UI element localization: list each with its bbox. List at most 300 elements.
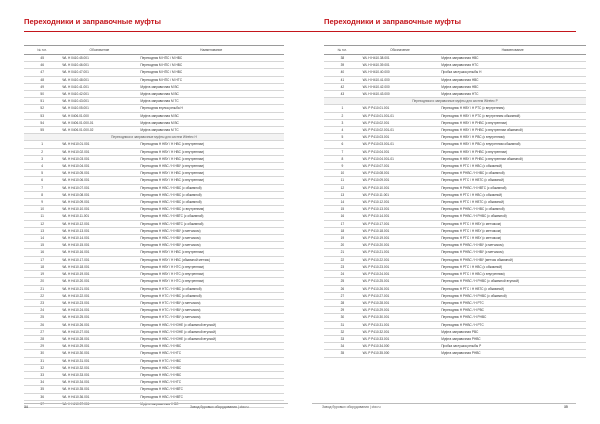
cell-number: 29 (324, 307, 361, 314)
table-row (24, 242, 284, 249)
cell-number: 17 (24, 256, 60, 263)
table-row (324, 328, 586, 335)
table-row (324, 321, 586, 328)
cell-number: 25 (324, 278, 361, 285)
section-row (24, 134, 284, 141)
cell-number: 19 (324, 235, 361, 242)
cell-code: WL H H410.34.001 (60, 379, 138, 386)
cell-name: Переходник Н НВС / Н НЗНЕ (с обжимной втулкой) (138, 335, 284, 342)
table-header-row (324, 46, 586, 55)
cell-name: Переходник Н НВУ / Н НТС (с внутренним) (138, 263, 284, 270)
cell-code: WL H 0410.48.001 (60, 76, 138, 83)
cell-name: Переходник Н НВУ / Н НТС (с внутренним) (138, 271, 284, 278)
table-row (24, 371, 284, 378)
cell-number: 22 (24, 292, 60, 299)
cell-code: WL H H410.43.000 (361, 91, 440, 98)
cell-code: WL P P410.31.001 (361, 321, 440, 328)
cell-name: Переходник Н НВС / Н НЗНЕ (с обжимной втулкой) (138, 321, 284, 328)
cell-number: 4 (324, 127, 361, 134)
cell-code: WL H H410.29.001 (60, 343, 138, 350)
table-row (24, 335, 284, 342)
cell-code: WL P P410.20.001 (361, 242, 440, 249)
table-row (324, 55, 586, 62)
cell-number: 33 (324, 335, 361, 342)
cell-code: WL H 0410.05.001 (60, 105, 138, 112)
cell-code: WL H H410.37.001 (60, 400, 138, 407)
cell-code: WL H H410.30.001 (60, 350, 138, 357)
table-row (324, 119, 586, 126)
cell-code: WL H H410.21.001 (60, 285, 138, 292)
cell-name: Переходник Н НВУ / Н РНВС (с внутренним обжимной) (439, 127, 586, 134)
cell-code: WL P P410.33.001 (361, 335, 440, 342)
cell-name: Переходник Н РНВС / Н РНВС (439, 314, 586, 321)
cell-number: 54 (24, 119, 60, 126)
cell-name: Муфта заправочная НТС (439, 91, 586, 98)
cell-number: 39 (324, 62, 361, 69)
table-row (324, 155, 586, 162)
table-row (24, 307, 284, 314)
cell-name: Переходник Н НВУ / Н НВС (с внутренним) (138, 249, 284, 256)
cell-number: 38 (324, 55, 361, 62)
cell-code: WL H H410.04.001 (60, 163, 138, 170)
cell-number: 24 (24, 307, 60, 314)
cell-name: Переходник Н НВУ / Н НВС (с внутренним) (138, 148, 284, 155)
cell-name: Переходник Н РНВС / Н РНВС (с обжимной) (439, 213, 586, 220)
cell-name: Муфта заправочная М ВС (138, 119, 284, 126)
cell-number: 45 (24, 55, 60, 62)
cell-name: Переходник Н НВС / Н НВУ (с метчиком) (138, 235, 284, 242)
table-body (24, 55, 284, 408)
cell-code: WL H H410.27.001 (60, 328, 138, 335)
table-row (324, 69, 586, 76)
cell-name: Переходник Н НТС / Н НВС (138, 357, 284, 364)
table-row (24, 83, 284, 90)
table-row (324, 263, 586, 270)
table-row (324, 350, 586, 357)
table-row (24, 263, 284, 270)
table-row (24, 199, 284, 206)
cell-number: 11 (324, 177, 361, 184)
table-row (324, 148, 586, 155)
cell-code: WL P P410.22.001 (361, 256, 440, 263)
cell-name: Переходник Н НВУ / Н НВС (с внутренним) (138, 141, 284, 148)
cell-name: Переходник Н НВУ / Н РНВС (с внутренним обжимной) (439, 155, 586, 162)
cell-name: Переходник Н НВУ / Н РНВС (с внутренним) (439, 119, 586, 126)
cell-code: WL H 0406.01.000-01 (60, 119, 138, 126)
table-row (324, 163, 586, 170)
table-row (24, 184, 284, 191)
cell-number: 32 (324, 328, 361, 335)
cell-number: 43 (324, 91, 361, 98)
table-row (24, 62, 284, 69)
cell-name: Пробка заглушка резьбы Р (439, 343, 586, 350)
cell-number: 8 (324, 155, 361, 162)
cell-code: WL H H410.03.001 (60, 155, 138, 162)
cell-number: 23 (324, 263, 361, 270)
table-row (24, 98, 284, 105)
cell-name: Муфта заправочная М ВС (138, 112, 284, 119)
cell-number: 7 (24, 184, 60, 191)
cell-code: WL H H410.38.001 (361, 55, 440, 62)
cell-code: WL P P410.30.001 (361, 314, 440, 321)
cell-code: WL P P410.04.001 (361, 148, 440, 155)
cell-number: 7 (324, 148, 361, 155)
cell-code: WL P P410.01.001 (361, 105, 440, 112)
table-row (324, 271, 586, 278)
cell-name: Переходник Н НВУ / Н НВС (с внутренним) (138, 177, 284, 184)
cell-number: 1 (324, 105, 361, 112)
cell-number: 26 (324, 285, 361, 292)
cell-name: Муфта заправочная НВС (439, 83, 586, 90)
cell-name: Переходник Н НВС / Н НЗНЕ (с обжимной втулкой) (138, 328, 284, 335)
cell-code: WL H H410.40.000 (361, 69, 440, 76)
cell-name: Переходник Н НВС / Н НТС (138, 379, 284, 386)
column-header-name: Наименование (138, 46, 284, 55)
cell-number: 35 (324, 350, 361, 357)
cell-number: 25 (24, 314, 60, 321)
cell-code: WL H 0410.47.001 (60, 69, 138, 76)
table-row (324, 227, 586, 234)
cell-number: 4 (24, 163, 60, 170)
table-row (24, 249, 284, 256)
cell-number: 30 (324, 314, 361, 321)
table-row (24, 141, 284, 148)
cell-code: WL P P410.26.001 (361, 285, 440, 292)
cell-number: 34 (24, 379, 60, 386)
cell-name: Переходник Н НВС / Н НВС (с обжимной) (138, 184, 284, 191)
table-row (324, 177, 586, 184)
page-number: 35 (564, 405, 568, 409)
cell-name: Переходник Н РТС / Н НВТС (с обжимной) (439, 285, 586, 292)
table-row (24, 328, 284, 335)
table-body (324, 55, 586, 358)
cell-code: WL H H410.06.001 (60, 177, 138, 184)
cell-code: WL H 0410.42.001 (60, 91, 138, 98)
cell-code: WL H H410.22.001 (60, 292, 138, 299)
table-row (324, 105, 586, 112)
table-row (24, 393, 284, 400)
table-row (324, 83, 586, 90)
table-row (24, 357, 284, 364)
column-header-name: Наименование (439, 46, 586, 55)
title-divider (300, 31, 576, 32)
table-row (324, 206, 586, 213)
table-row (324, 91, 586, 98)
cell-number: 15 (24, 242, 60, 249)
cell-number: 18 (24, 263, 60, 270)
cell-name: Переходник Н НВУ / Н НТС (с внутренним) (138, 278, 284, 285)
table-row (324, 220, 586, 227)
cell-number: 33 (24, 371, 60, 378)
cell-name: Переходник Н НВУ / Н РНВС (с внутренним) (439, 148, 586, 155)
cell-code: WL H H410.09.001 (60, 199, 138, 206)
table-row (24, 278, 284, 285)
cell-name: Переходник Н НВС / Н НВУ (с метчиком) (138, 242, 284, 249)
column-header-code: Обозначение (60, 46, 138, 55)
cell-code: WL H 0410.43.001 (60, 98, 138, 105)
cell-name: Переходник М НПС / М НВС (138, 55, 284, 62)
cell-name: Переходник Н РТС / Н НВУ (с метчиком) (439, 235, 586, 242)
cell-number: 13 (24, 227, 60, 234)
table-row (24, 299, 284, 306)
cell-code: WL P P410.24.001 (361, 271, 440, 278)
cell-name: Муфта заправочная М ТС (138, 98, 284, 105)
cell-name: Переходник Н НВС / Н НВТС (с обжимной) (138, 213, 284, 220)
cell-name: Переходник Н НВС / Н НВУ (с метчиком) (138, 227, 284, 234)
cell-name: Переходник М НПС / М НВС (138, 62, 284, 69)
cell-code: WL P P410.02.001-01 (361, 127, 440, 134)
cell-number: 10 (324, 170, 361, 177)
cell-name: Переходник Н РНВС / Н РТС (439, 299, 586, 306)
cell-code: WL H H410.13.001 (60, 227, 138, 234)
section-title: Переходники и заправочные муфты для систем Wiretec H (24, 134, 284, 141)
cell-name: Переходник Н НВУ / Н НВС (с внутренним) (138, 170, 284, 177)
cell-code: WL P P410.09.001 (361, 177, 440, 184)
cell-number: 18 (324, 227, 361, 234)
cell-name: Переходник Н РНВС / Н НВУ (метчик обжимной) (439, 256, 586, 263)
cell-code: WL H H410.25.001 (60, 314, 138, 321)
cell-code: WL H H410.14.001 (60, 235, 138, 242)
column-header-number: № п.п. (24, 46, 60, 55)
cell-number: 17 (324, 220, 361, 227)
cell-code: WL H H410.32.001 (60, 364, 138, 371)
table-header-row (24, 46, 284, 55)
table-row (24, 235, 284, 242)
table-row (24, 350, 284, 357)
table-row (24, 163, 284, 170)
cell-name: Переходник Н НВС / Н НВС (138, 371, 284, 378)
cell-name: Переходник Н РНВС / Н НВУ (с метчиком) (439, 249, 586, 256)
cell-number: 49 (24, 83, 60, 90)
cell-name: Переходник М НПС / М НВС (138, 69, 284, 76)
table-row (24, 386, 284, 393)
table-row (324, 170, 586, 177)
table-row (24, 256, 284, 263)
cell-code: WL P P410.32.001 (361, 328, 440, 335)
cell-code: WL H 0410.46.001 (60, 62, 138, 69)
cell-number: 51 (24, 98, 60, 105)
title-divider (24, 31, 300, 32)
cell-code: WL H H410.11.001 (60, 213, 138, 220)
cell-code: WL H 0410.41.001 (60, 83, 138, 90)
table-row (324, 235, 586, 242)
table-row (324, 278, 586, 285)
table-row (324, 127, 586, 134)
cell-number: 9 (24, 199, 60, 206)
cell-name: Переходник Н НВУ / Н РВС (с внутренним) (439, 134, 586, 141)
cell-name: Переходник Н НВС / Н НВТС (с обжимной) (138, 220, 284, 227)
cell-code: WL P P410.34.000 (361, 343, 440, 350)
cell-code: WL P P410.23.001 (361, 263, 440, 270)
cell-code: WL P P410.03.001-01 (361, 141, 440, 148)
cell-name: Переходник Н РТС / Н НВТС (с обжимной) (439, 177, 586, 184)
cell-number: 26 (24, 321, 60, 328)
table-row (324, 213, 586, 220)
cell-code: WL H H410.07.001 (60, 184, 138, 191)
cell-number: 27 (24, 328, 60, 335)
cell-code: WL P P410.02.001 (361, 119, 440, 126)
cell-name: Переходник Н РТС / Н НВУ (с метчиком) (439, 220, 586, 227)
table-row (24, 148, 284, 155)
cell-code: WL P P410.03.001 (361, 134, 440, 141)
cell-number: 12 (324, 184, 361, 191)
cell-code: WL H 0406.01.000-02 (60, 127, 138, 134)
cell-number: 10 (24, 206, 60, 213)
table-row (24, 69, 284, 76)
table-row (324, 335, 586, 342)
cell-name: Переходник Н РТС / Н НВС (с обжимной) (439, 191, 586, 198)
cell-number: 23 (24, 299, 60, 306)
cell-number: 47 (24, 69, 60, 76)
cell-code: WL H H410.20.001 (60, 278, 138, 285)
table-row (24, 220, 284, 227)
table-row (324, 62, 586, 69)
cell-number: 42 (324, 83, 361, 90)
cell-number: 2 (324, 112, 361, 119)
table-row (24, 119, 284, 126)
cell-code: WL H H410.26.001 (60, 321, 138, 328)
cell-number: 3 (24, 155, 60, 162)
table-row (24, 379, 284, 386)
cell-code: WL H H410.33.001 (60, 371, 138, 378)
cell-name: Переходник Н НТС / Н НВУ (с метчиком) (138, 307, 284, 314)
cell-code: WL H 0410.45.001 (60, 55, 138, 62)
cell-number: 31 (324, 321, 361, 328)
cell-name: Переходник Н НТС / Н НВУ (с метчиком) (138, 299, 284, 306)
cell-number: 14 (24, 235, 60, 242)
table-row (324, 184, 586, 191)
cell-code: WL H H410.31.001 (60, 357, 138, 364)
table-row (324, 76, 586, 83)
cell-number: 36 (24, 393, 60, 400)
cell-number: 24 (324, 271, 361, 278)
cell-name: Переходник Н НВУ / Н НВС (обжимной метчик) (138, 256, 284, 263)
parts-table (24, 45, 284, 408)
cell-number: 16 (24, 249, 60, 256)
cell-number: 29 (24, 343, 60, 350)
table-row (24, 155, 284, 162)
footer-text: Завод буровых оборудования | ctw.ru (322, 405, 381, 409)
table-row (324, 112, 586, 119)
cell-code: WL H H410.10.001 (60, 206, 138, 213)
cell-code: WL P P410.04.001-01 (361, 155, 440, 162)
right-page (300, 0, 600, 424)
table-row (324, 285, 586, 292)
table-row (24, 177, 284, 184)
cell-name: Переходник Н НВС / Н НВС (с обжимной) (138, 191, 284, 198)
table-row (24, 285, 284, 292)
cell-code: WL P P410.19.001 (361, 235, 440, 242)
cell-code: WL H H410.08.001 (60, 191, 138, 198)
table-row (324, 191, 586, 198)
cell-number: 3 (324, 119, 361, 126)
cell-code: WL H H410.39.001 (361, 62, 440, 69)
cell-code: WL H 0406.01.000 (60, 112, 138, 119)
table-row (24, 321, 284, 328)
cell-number: 22 (324, 256, 361, 263)
cell-number: 9 (324, 163, 361, 170)
table-row (24, 271, 284, 278)
column-header-code: Обозначение (361, 46, 440, 55)
cell-name: Переходник Н НТС / Н НВС (с обжимной) (138, 292, 284, 299)
cell-number: 48 (24, 76, 60, 83)
table-row (324, 314, 586, 321)
cell-number: 16 (324, 213, 361, 220)
cell-name: Муфта заправочная РНВС (439, 335, 586, 342)
cell-number: 27 (324, 292, 361, 299)
table-row (324, 141, 586, 148)
table-row (24, 292, 284, 299)
cell-number: 30 (24, 350, 60, 357)
table-row (24, 170, 284, 177)
column-header-number: № п.п. (324, 46, 361, 55)
cell-name: Переходник Н РНВС / Н НВС (с обжимной) (439, 206, 586, 213)
cell-name: Переходник Н РНВС / Н НВТС (с обжимной) (439, 184, 586, 191)
cell-number: 19 (24, 271, 60, 278)
cell-number: 1 (24, 141, 60, 148)
cell-code: WL H H410.12.001 (60, 220, 138, 227)
table-row (24, 112, 284, 119)
cell-number: 13 (324, 191, 361, 198)
table-row (24, 314, 284, 321)
cell-number: 6 (24, 177, 60, 184)
table-row (24, 191, 284, 198)
cell-number: 31 (24, 357, 60, 364)
cell-name: Муфта заправочная Н ВС (138, 400, 284, 407)
cell-code: WL P P410.17.001 (361, 220, 440, 227)
cell-code: WL H H410.36.001 (60, 393, 138, 400)
cell-name: Переходник Н НВУ / Н РВС (с внутренним обжимной) (439, 141, 586, 148)
cell-code: WL H H410.15.001 (60, 242, 138, 249)
cell-name: Муфта заправочная РВС (439, 328, 586, 335)
cell-name: Переходник Н НВС / Н НВТС (138, 386, 284, 393)
cell-name: Переходник Н РТС / Н НВС (с обжимной) (439, 263, 586, 270)
cell-name: Переходник Н РНВС / Н РТС (439, 321, 586, 328)
cell-code: WL P P410.27.001 (361, 292, 440, 299)
table-row (24, 91, 284, 98)
cell-code: WL P P410.13.001 (361, 206, 440, 213)
cell-code: WL H H410.23.001 (60, 299, 138, 306)
table-row (324, 249, 586, 256)
cell-code: WL H H410.19.001 (60, 271, 138, 278)
cell-number: 5 (24, 170, 60, 177)
cell-code: WL H H410.16.001 (60, 249, 138, 256)
cell-number: 12 (24, 220, 60, 227)
table-row (324, 299, 586, 306)
cell-code: WL P P410.10.001 (361, 184, 440, 191)
cell-code: WL H H410.24.001 (60, 307, 138, 314)
section-title: Переходники и заправочные муфты для систем Wiretec P (324, 98, 586, 105)
cell-code: WL P P410.18.001 (361, 227, 440, 234)
table-row (24, 227, 284, 234)
cell-number: 52 (24, 105, 60, 112)
table-row (324, 242, 586, 249)
cell-name: Переходник Н РНВС / Н РНВС (с обжимной) (439, 292, 586, 299)
cell-code: WL H H410.17.001 (60, 256, 138, 263)
table-row (24, 206, 284, 213)
cell-name: Переходник Н РТС / Н НВУ (с метчиком) (439, 227, 586, 234)
cell-name: Муфта заправочная М ВС (138, 83, 284, 90)
cell-name: Муфта заправочная НВС (439, 55, 586, 62)
cell-code: WL P P410.28.001 (361, 299, 440, 306)
cell-code: WL P P410.01.001-01 (361, 112, 440, 119)
table-row (24, 55, 284, 62)
cell-name: Переходник Н РТС / Н НВС (с обжимной) (439, 163, 586, 170)
cell-code: WL P P410.08.001 (361, 170, 440, 177)
cell-number: 40 (324, 69, 361, 76)
cell-name: Переходник Н РТС / Н НВС (с внутренним) (439, 271, 586, 278)
table-row (324, 292, 586, 299)
